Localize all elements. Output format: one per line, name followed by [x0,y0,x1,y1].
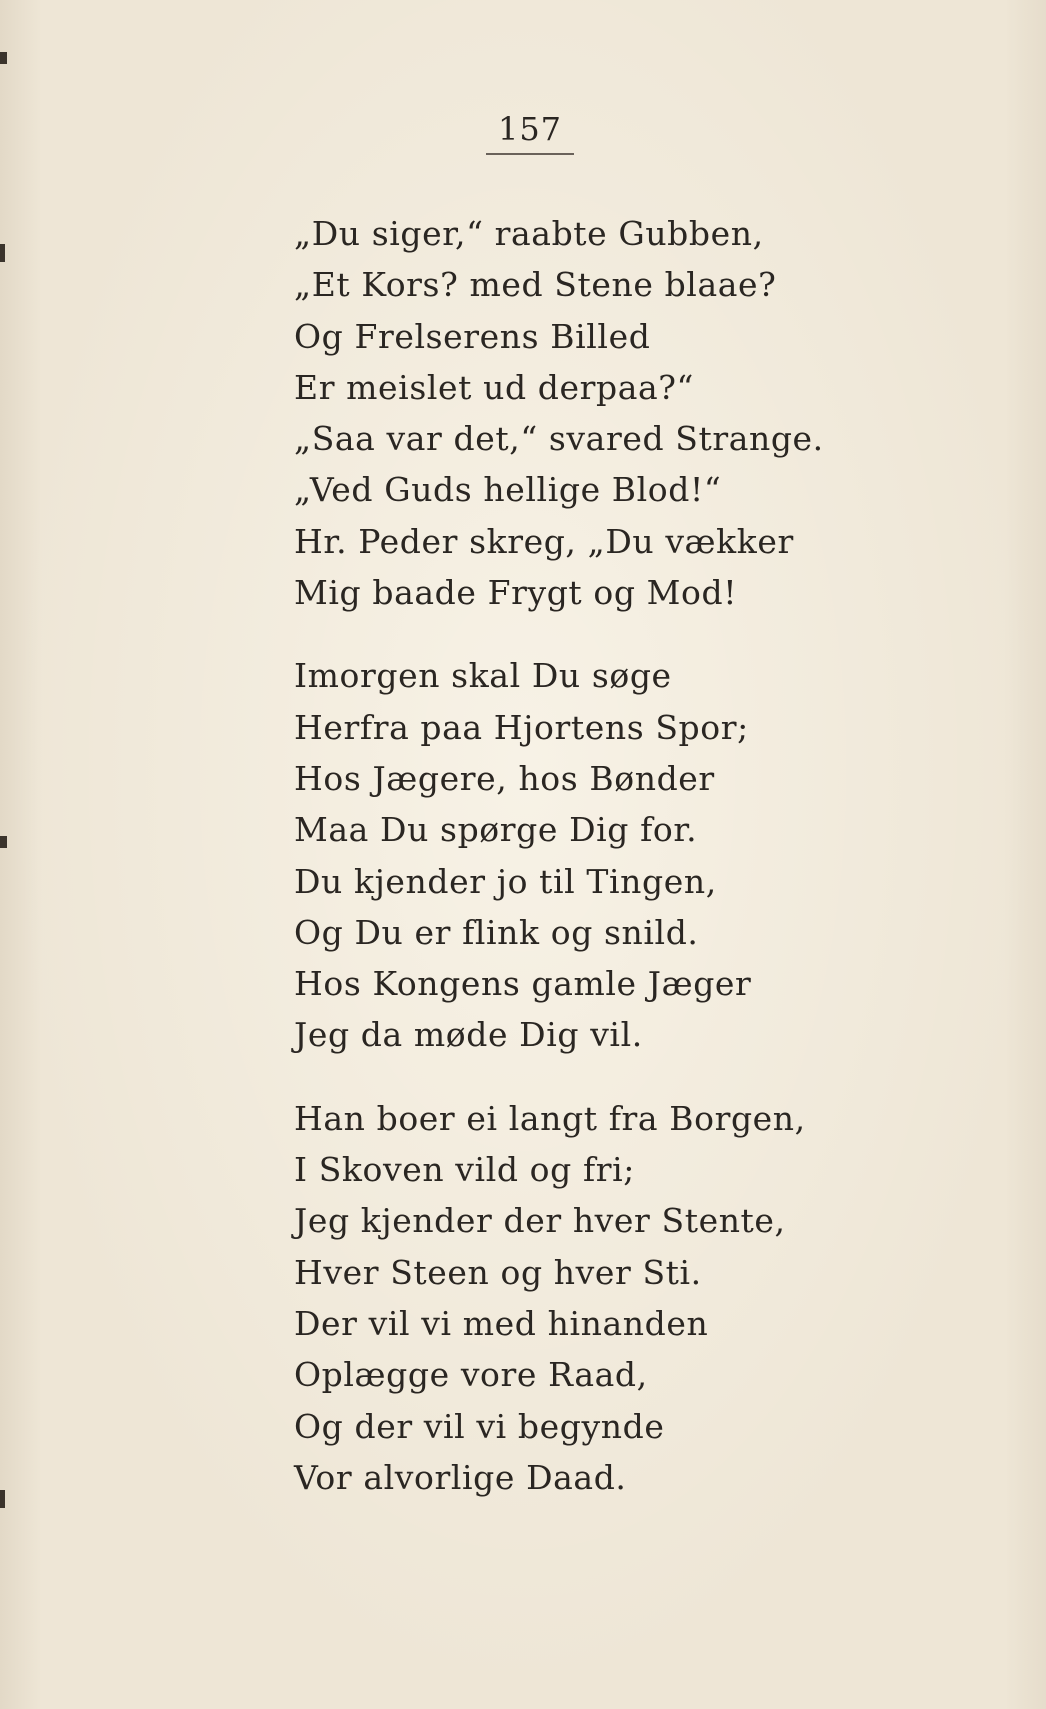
verse-line: Og Du er flink og snild. [294,912,699,952]
stanza [294,208,994,618]
verse-line: „Du siger,“ raabte Gubben, [294,214,764,253]
verse-line: Er meislet ud derpaa?“ [294,367,695,407]
poem-text [294,208,994,1535]
verse-line: Jeg da møde Dig vil. [294,1015,643,1055]
verse-line: „Ved Guds hellige Blod!“ [294,470,722,510]
stanza [294,1093,994,1503]
verse-line: Maa Du spørge Dig for. [294,810,698,850]
page-edge-mark [0,52,7,64]
page-edge-mark [0,244,5,262]
verse-line: Hos Kongens gamle Jæger [294,964,752,1004]
verse-line: Der vil vi med hinanden [294,1303,709,1343]
verse-line: Han boer ei langt fra Borgen, [294,1098,806,1138]
verse-line: Du kjender jo til Tingen, [294,861,717,901]
verse-line: Og der vil vi begynde [294,1406,665,1446]
verse-line: Hver Steen og hver Sti. [294,1252,702,1292]
verse-line: Jeg kjender der hver Stente, [294,1201,786,1241]
verse-line: Mig baade Frygt og Mod! [294,573,738,613]
verse-line: Hos Jægere, hos Bønder [294,758,715,798]
verse-line: I Skoven vild og fri; [294,1150,636,1190]
verse-line: Herfra paa Hjortens Spor; [294,707,749,747]
verse-line: Imorgen skal Du søge [294,656,672,696]
verse-line: Og Frelserens Billed [294,316,651,356]
verse-line: „Et Kors? med Stene blaae? [294,265,777,305]
stanza [294,650,994,1060]
page-edge-mark [0,1490,5,1508]
page-number-rule [486,153,574,155]
verse-line: Vor alvorlige Daad. [294,1457,627,1497]
page-edge-mark [0,836,7,848]
verse-line: Hr. Peder skreg, „Du vækker [294,521,794,561]
verse-line: Oplægge vore Raad, [294,1355,648,1395]
verse-line: „Saa var det,“ svared Strange. [294,419,824,459]
page-number: 157 [497,110,563,148]
